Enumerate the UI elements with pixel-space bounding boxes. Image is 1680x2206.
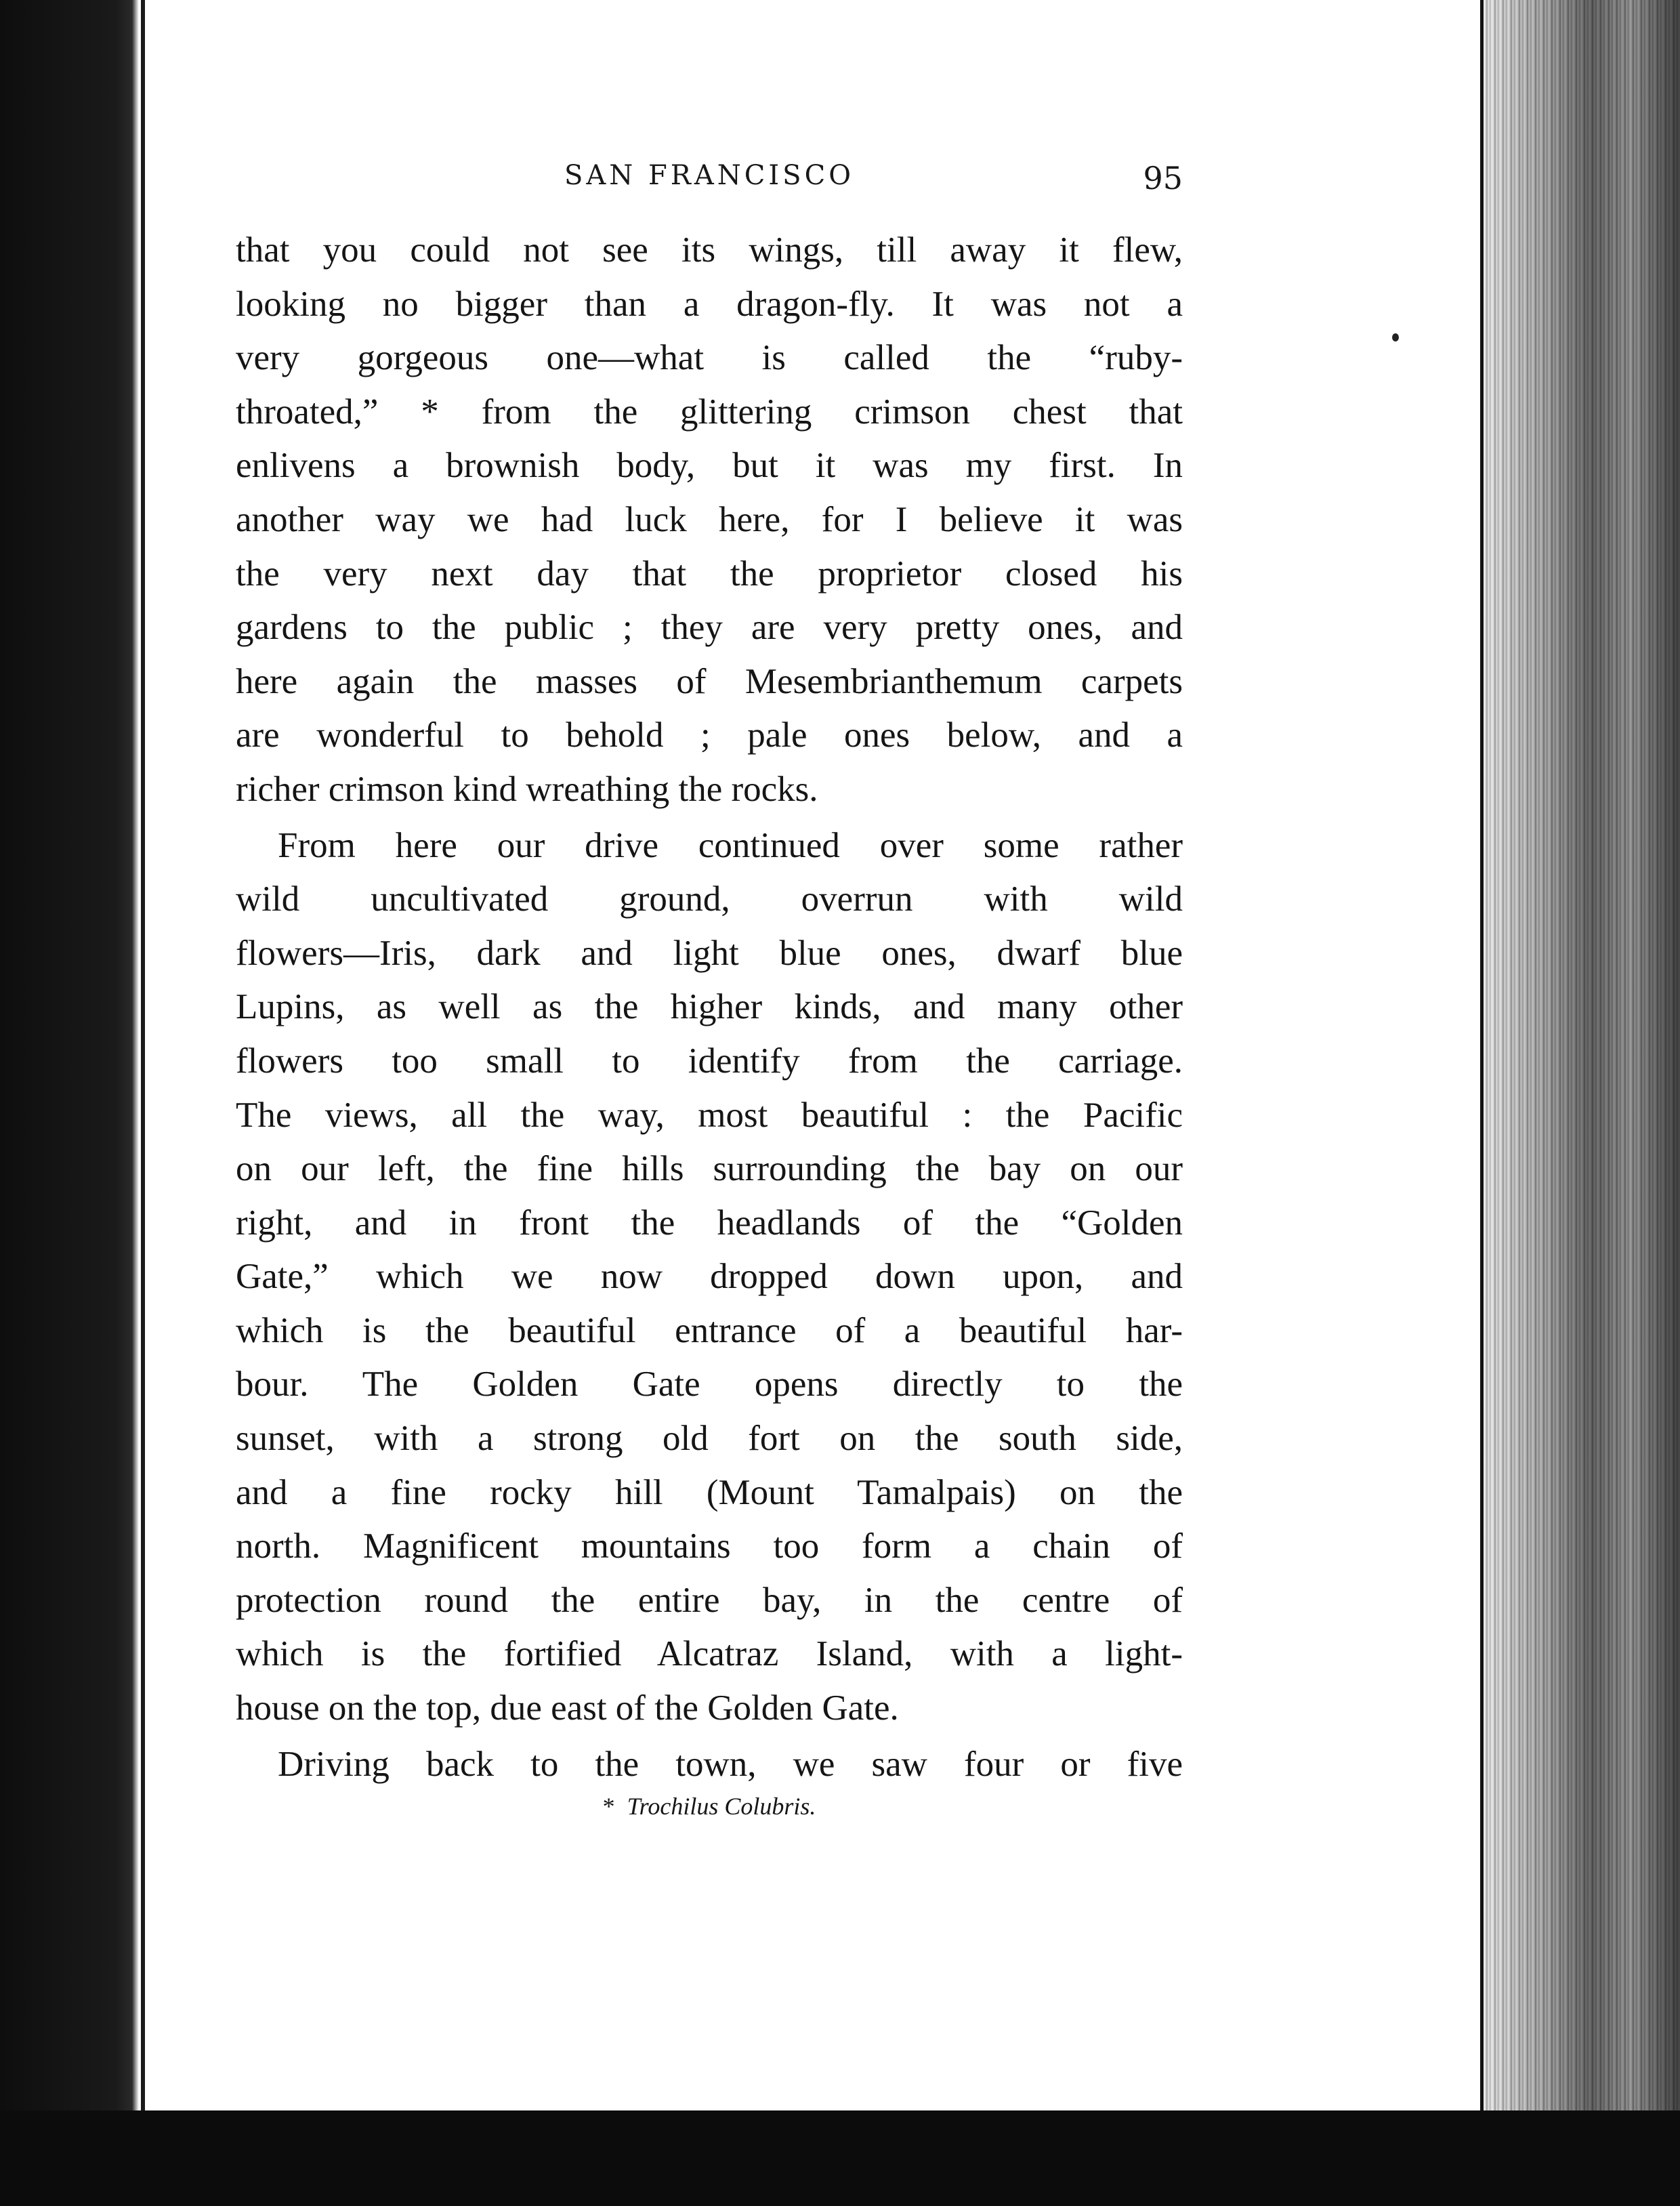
text-line: From here our drive continued over some rather xyxy=(278,825,1183,865)
text-line: the very next day that the proprietor closed his xyxy=(236,554,1183,594)
text-line: are wonderful to behold ; pale ones below, and a xyxy=(236,715,1183,755)
text-line: house on the top, due east of the Golden Gate. xyxy=(236,1688,899,1728)
footnote-marker: * xyxy=(602,1793,615,1820)
running-head xyxy=(236,160,1183,201)
text-line: Lupins, as well as the higher kinds, and many other xyxy=(236,987,1183,1027)
text-line: wild uncultivated ground, overrun with wild xyxy=(236,879,1183,919)
paragraph-1 xyxy=(236,224,1183,817)
paragraph-2 xyxy=(236,819,1183,1736)
text-line: that you could not see its wings, till away it flew, xyxy=(236,230,1183,270)
text-line: gardens to the public ; they are very pretty ones, and xyxy=(236,608,1183,648)
text-line: richer crimson kind wreathing the rocks. xyxy=(236,769,818,809)
gutter-edge-line xyxy=(141,0,145,2114)
text-line: which is the beautiful entrance of a beautiful har- xyxy=(236,1310,1183,1350)
text-line: another way we had luck here, for I believe it was xyxy=(236,499,1183,539)
text-line: on our left, the fine hills surrounding the bay on our xyxy=(236,1149,1183,1189)
scanner-bottom-border xyxy=(0,2110,1680,2206)
text-line: throated,” * from the glittering crimson chest that xyxy=(236,392,1183,432)
body-text xyxy=(236,224,1183,1791)
text-line: bour. The Golden Gate opens directly to the xyxy=(236,1365,1183,1404)
text-line: north. Magnificent mountains too form a chain of xyxy=(236,1526,1183,1566)
footnote-text: Trochilus Colubris. xyxy=(627,1793,816,1820)
ink-speck xyxy=(1392,333,1399,341)
text-line: Gate,” which we now dropped down upon, and xyxy=(236,1257,1183,1297)
footnote xyxy=(236,1792,1183,1820)
text-line: very gorgeous one—what is called the “ruby- xyxy=(236,338,1183,378)
text-line: here again the masses of Mesembrianthemum carpets xyxy=(236,661,1183,701)
text-line: flowers—Iris, dark and light blue ones, dwarf blue xyxy=(236,933,1183,973)
text-line: which is the fortified Alcatraz Island, with a light- xyxy=(236,1634,1183,1674)
text-line: enlivens a brownish body, but it was my first. In xyxy=(236,446,1183,486)
book-gutter-shadow xyxy=(0,0,139,2206)
text-line: and a fine rocky hill (Mount Tamalpais) on the xyxy=(236,1472,1183,1512)
text-line: Driving back to the town, we saw four or five xyxy=(278,1744,1183,1784)
text-line: The views, all the way, most beautiful : the Pacific xyxy=(236,1095,1183,1135)
running-title: SAN FRANCISCO xyxy=(564,160,854,191)
text-line: looking no bigger than a dragon-fly. It was not a xyxy=(236,284,1183,324)
text-line: sunset, with a strong old fort on the south side, xyxy=(236,1419,1183,1459)
text-line: flowers too small to identify from the carriage. xyxy=(236,1041,1183,1081)
text-line: right, and in front the headlands of the “Golden xyxy=(236,1203,1183,1243)
page-edges-shadow xyxy=(1484,0,1680,2206)
paragraph-3 xyxy=(236,1738,1183,1792)
page-number: 95 xyxy=(1143,160,1183,196)
text-line: protection round the entire bay, in the centre of xyxy=(236,1580,1183,1620)
